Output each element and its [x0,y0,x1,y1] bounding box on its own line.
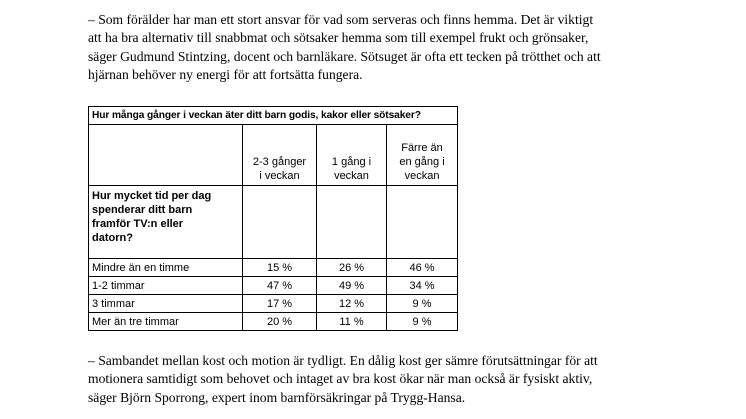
intro-line: säger Gudmund Stintzing, docent och barnläkare. Sötsuget är ofta ett tecken på trötthet och att [88,48,601,64]
column-header-line: en gång i [399,156,445,168]
column-header-2-3-per-week [243,125,317,186]
row-header-title-line: Hur mycket tid per dag [92,190,212,202]
row-label: 3 timmar [89,295,243,313]
row-header-title-row [89,186,458,259]
column-header-line: 2-3 gånger [252,156,307,168]
table-cell: 47 % [243,277,317,295]
outro-paragraph [88,352,688,407]
table-caption: Hur många gånger i veckan äter ditt barn godis, kakor eller sötsaker? [89,107,458,125]
table-row [89,259,458,277]
survey-table [88,106,458,331]
table-cell: 9 % [387,313,458,331]
column-header-1-per-week [317,125,387,186]
table-row [89,313,458,331]
row-label: 1-2 timmar [89,277,243,295]
outro-line: – Sambandet mellan kost och motion är tydligt. En dålig kost ger sämre förutsättningar för att [88,353,598,368]
intro-paragraph [88,11,688,84]
table-cell: 9 % [387,295,458,313]
table-cell: 20 % [243,313,317,331]
table-row [89,277,458,295]
table-cell: 12 % [317,295,387,313]
outro-line: säger Björn Sporrong, expert inom barnförsäkringar på Trygg-Hansa. [88,389,466,405]
empty-cell [317,186,387,259]
column-header-line: i veckan [259,170,300,182]
column-header-line: Färre än [401,142,443,154]
column-header-line: 1 gång i [331,156,372,168]
table-cell: 34 % [387,277,458,295]
header-empty-cell [89,125,243,186]
column-header-line: veckan [334,170,369,182]
row-label: Mindre än en timme [89,259,243,277]
empty-cell [243,186,317,259]
row-header-title [89,186,243,259]
row-header-title-line: datorn? [92,232,133,244]
intro-line: att ha bra alternativ till snabbmat och sötsaker hemma som till exempel frukt och grönsaker, [88,30,589,46]
row-header-title-line: framför TV:n eller [92,218,184,230]
outro-line: motionera samtidigt som behovet och intaget av bra kost ökar när man också är fysiskt aktiv, [88,371,593,387]
row-label: Mer än tre timmar [89,313,243,331]
intro-line: hjärnan behöver ny energi för att fortsätta fungera. [88,66,363,82]
table-header-row [89,125,458,186]
column-header-less-than-once [387,125,458,186]
table-row [89,295,458,313]
table-cell: 11 % [317,313,387,331]
column-header-line: veckan [404,170,440,182]
empty-cell [387,186,458,259]
table-cell: 46 % [387,259,458,277]
table-cell: 26 % [317,259,387,277]
row-header-title-line: spenderar ditt barn [92,204,193,216]
table-cell: 17 % [243,295,317,313]
table-cell: 49 % [317,277,387,295]
table-cell: 15 % [243,259,317,277]
table-caption-row [89,107,458,125]
intro-line: – Som förälder har man ett stort ansvar för vad som serveras och finns hemma. Det är viktigt [88,12,594,27]
